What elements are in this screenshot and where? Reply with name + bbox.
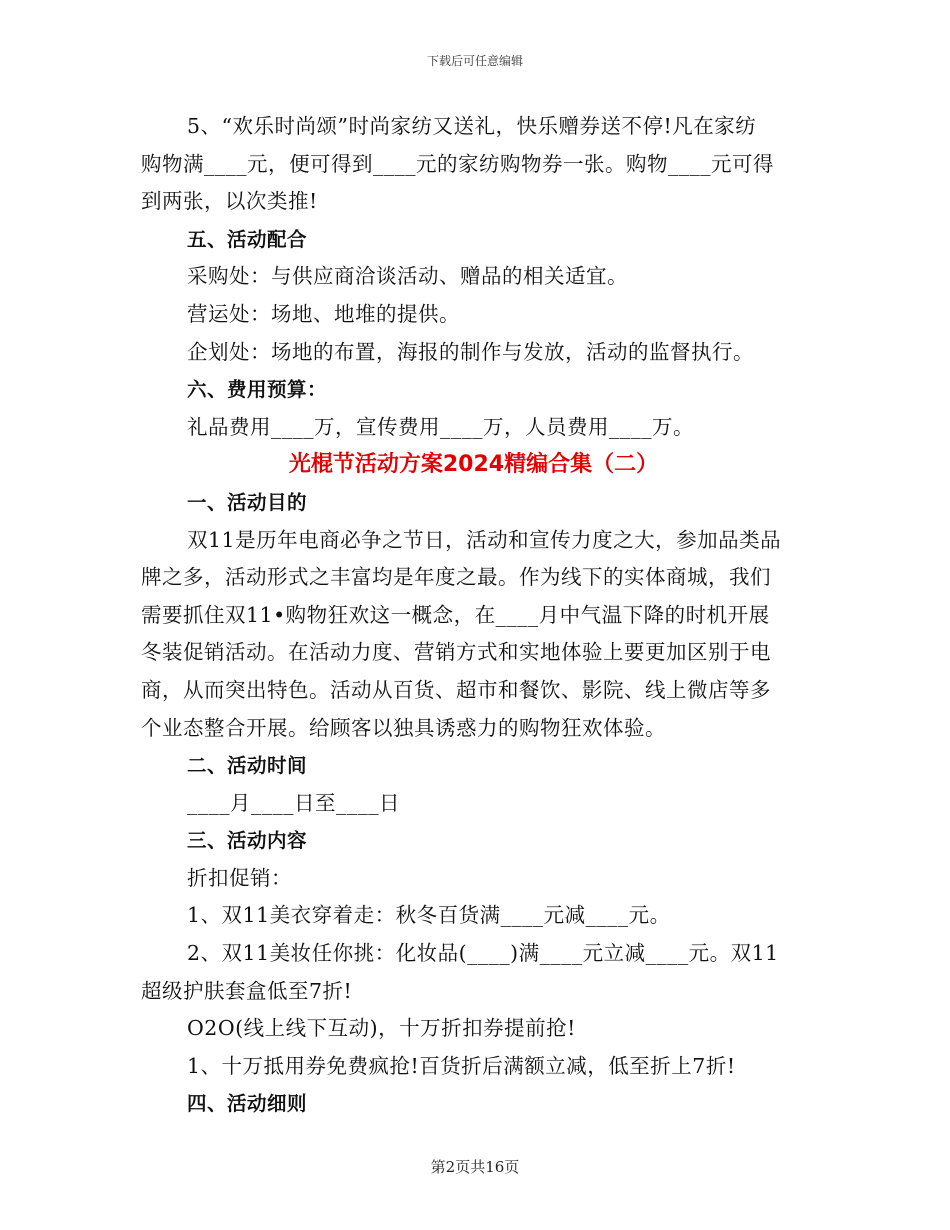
paragraph-line: 1、十万抵用券免费疯抢!百货折后满额立减，低至折上7折! bbox=[187, 1053, 736, 1078]
section-heading: 三、活动内容 bbox=[187, 829, 308, 853]
paragraph-line: 购物满____元，便可得到____元的家纺购物券一张。购物____元可得 bbox=[141, 151, 774, 176]
paragraph-line: 商，从而突出特色。活动从百货、超市和餐饮、影院、线上微店等多 bbox=[141, 677, 771, 702]
paragraph-line: 需要抓住双11•购物狂欢这一概念，在____月中气温下降的时机开展 bbox=[141, 602, 770, 627]
section-heading: 五、活动配合 bbox=[187, 227, 308, 251]
paragraph-line: 礼品费用____万，宣传费用____万，人员费用____万。 bbox=[187, 414, 694, 439]
section-title: 光棍节活动方案2024精编合集（二） bbox=[288, 452, 659, 478]
paragraph-line: 个业态整合开展。给顾客以独具诱惑力的购物狂欢体验。 bbox=[141, 715, 666, 740]
paragraph-line: 企划处：场地的布置，海报的制作与发放，活动的监督执行。 bbox=[187, 339, 754, 364]
paragraph-line: 冬装促销活动。在活动力度、营销方式和实地体验上要更加区别于电 bbox=[141, 640, 771, 665]
paragraph-line: 营运处：场地、地堆的提供。 bbox=[187, 301, 460, 326]
paragraph-line: 5、“欢乐时尚颂”时尚家纺又送礼，快乐赠券送不停!凡在家纺 bbox=[187, 114, 757, 138]
section-heading: 一、活动目的 bbox=[187, 490, 308, 514]
paragraph-line: 2、双11美妆任你挑：化妆品(____)满____元立减____元。双11 bbox=[187, 941, 779, 966]
page-footer: 第2页共16页 bbox=[430, 1158, 520, 1176]
paragraph-line: ____月____日至____日 bbox=[187, 790, 400, 815]
section-heading: 四、活动细则 bbox=[187, 1092, 308, 1116]
paragraph-line: 牌之多，活动形式之丰富均是年度之最。作为线下的实体商城，我们 bbox=[141, 565, 771, 590]
paragraph-line: 双11是历年电商必争之节日，活动和宣传力度之大，参加品类品 bbox=[187, 527, 782, 552]
paragraph-line: O2O(线上线下互动)，十万折扣券提前抢! bbox=[187, 1016, 576, 1041]
page-header: 下载后可任意编辑 bbox=[426, 54, 523, 68]
paragraph-line: 1、双11美衣穿着走：秋冬百货满____元减____元。 bbox=[187, 903, 671, 928]
paragraph-line: 超级护肤套盒低至7折! bbox=[141, 978, 353, 1003]
document-body bbox=[141, 108, 806, 1123]
paragraph-line: 到两张，以次类推! bbox=[141, 189, 318, 214]
paragraph-line: 采购处：与供应商洽谈活动、赠品的相关适宜。 bbox=[187, 264, 628, 289]
section-heading: 六、费用预算： bbox=[187, 378, 328, 402]
paragraph-line: 折扣促销： bbox=[187, 865, 292, 890]
section-heading: 二、活动时间 bbox=[187, 754, 308, 778]
